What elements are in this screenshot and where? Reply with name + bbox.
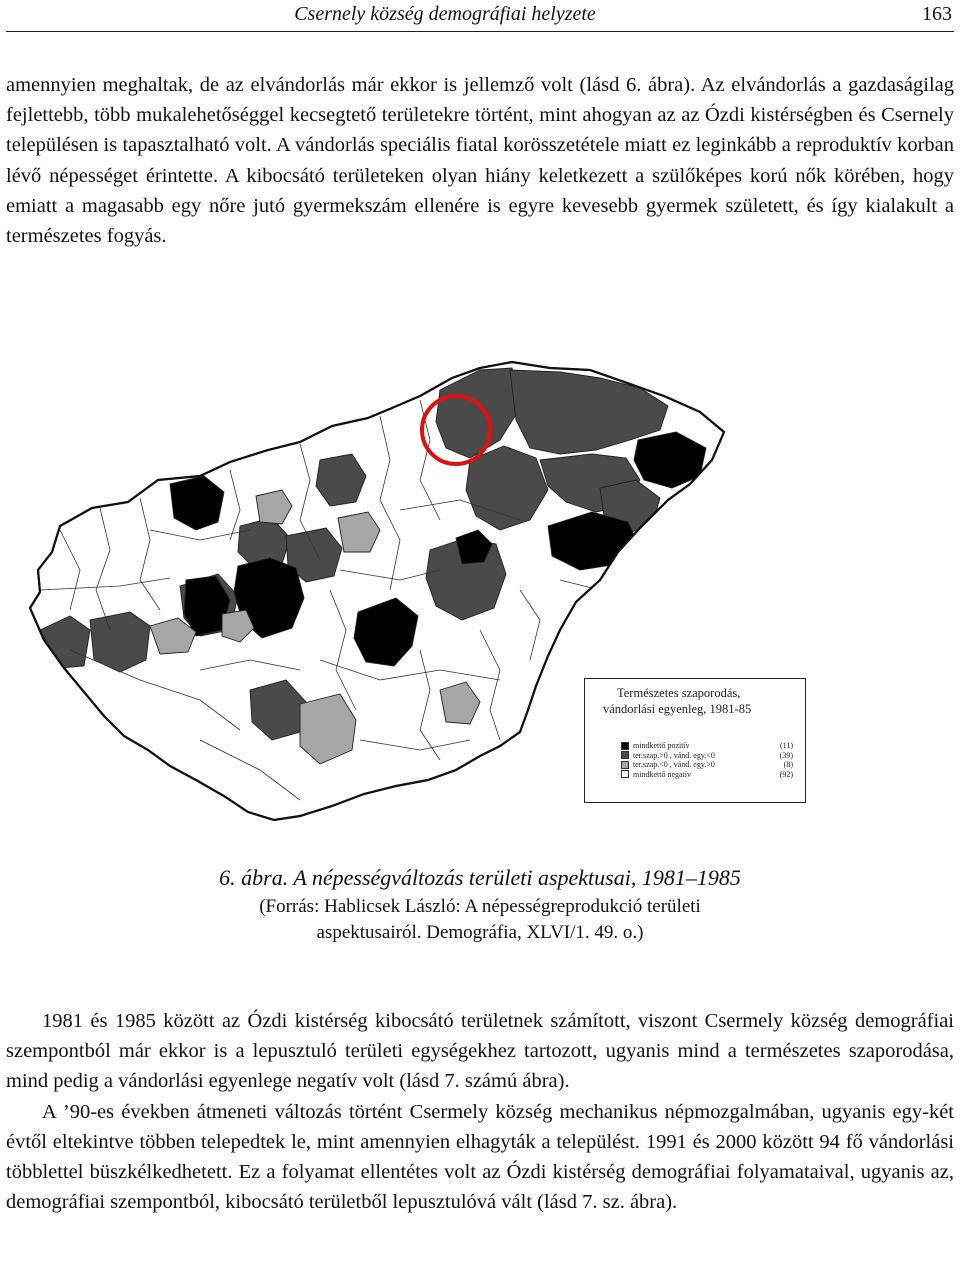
legend-item <box>621 760 799 770</box>
legend-label: mindkettő pozitív <box>633 741 690 750</box>
legend-title-line1: Természetes szaporodás, <box>617 686 741 700</box>
legend-swatch <box>621 742 629 750</box>
legend-count: (11) <box>779 741 793 750</box>
body-text-top <box>6 70 954 251</box>
legend-item <box>621 741 799 751</box>
paragraph-3: A ’90-es években átmeneti változás történt Csermely község mechanikus népmozgalmában, ugyanis egy-két évtől eltekintve többen telepedtek le, mint amennyien elhagyták a települést. 1991 és 2000 között 94 fő vándorlási többlettel büszkélkedhetett. Ez a folyamat ellentétes volt az Ózdi kistérség demográfiai folyamataival, ugyanis az, demográfiai szempontból, kibocsátó területből lepusztulóvá vált (lásd 7. sz. ábra). <box>6 1100 954 1214</box>
hungary-map <box>0 330 960 860</box>
figure-source-line2: aspektusairól. Demográfia, XLVI/1. 49. o.) <box>316 922 644 943</box>
legend-item <box>621 770 799 780</box>
legend-label: ter.szap.>0 , vánd. egy.<0 <box>633 750 715 760</box>
legend-swatch <box>621 761 629 769</box>
legend-item <box>621 751 799 761</box>
legend-count: (39) <box>779 750 793 760</box>
legend-title <box>603 685 752 717</box>
legend-label: ter.szap.<0 , vánd. egy.>0 <box>633 760 715 769</box>
legend-label: mindkettő negatív <box>633 769 691 779</box>
running-title: Csernely község demográfiai helyzete <box>294 3 596 25</box>
paragraph-1: amennyien meghaltak, de az elvándorlás már ekkor is jellemző volt (lásd 6. ábra). Az elvándorlás a gazdaságilag fejlettebb, több mukalehetőséggel kecsegtető területekre történt, mint ahogyan az az Ózdi kistérségben és Csernely településen is tapasztalható volt. A vándorlás speciális fiatal korösszetétele miatt ez leginkább a reproduktív korban lévő népességet érintette. A kibocsátó területeken olyan hiány keletkezett a szülőképes korú nők körében, hogy emiatt a magasabb egy nőre jutó gyermekszám ellenére is egyre kevesebb gyermek született, és így kialakult a természetes fogyás. <box>6 74 954 248</box>
legend-count: (8) <box>783 760 793 769</box>
page-header <box>6 0 954 32</box>
map-legend <box>584 678 806 803</box>
legend-swatch <box>621 770 629 778</box>
legend-title-line2: vándorlási egyenleg, 1981-85 <box>603 702 752 716</box>
legend-count: (92) <box>779 769 793 779</box>
figure-source-line1: (Forrás: Hablicsek László: A népességreprodukció területi <box>259 896 701 917</box>
figure-source <box>0 894 960 946</box>
legend-items <box>621 741 799 779</box>
legend-swatch <box>621 751 629 759</box>
figure-caption: 6. ábra. A népességváltozás területi aspektusai, 1981–1985 <box>219 865 741 890</box>
figure-6 <box>0 330 960 860</box>
paragraph-2: 1981 és 1985 között az Ózdi kistérség kibocsátó területnek számított, viszont Csermely község demográfiai szempontból már ekkor is a lepusztuló területi egységekhez tartozott, ugyanis mind a természetes szaporodása, mind pedig a vándorlási egyenlege negatív volt (lásd 7. számú ábra). <box>6 1010 954 1093</box>
body-text-bottom <box>6 1006 954 1217</box>
page-number: 163 <box>922 3 952 25</box>
